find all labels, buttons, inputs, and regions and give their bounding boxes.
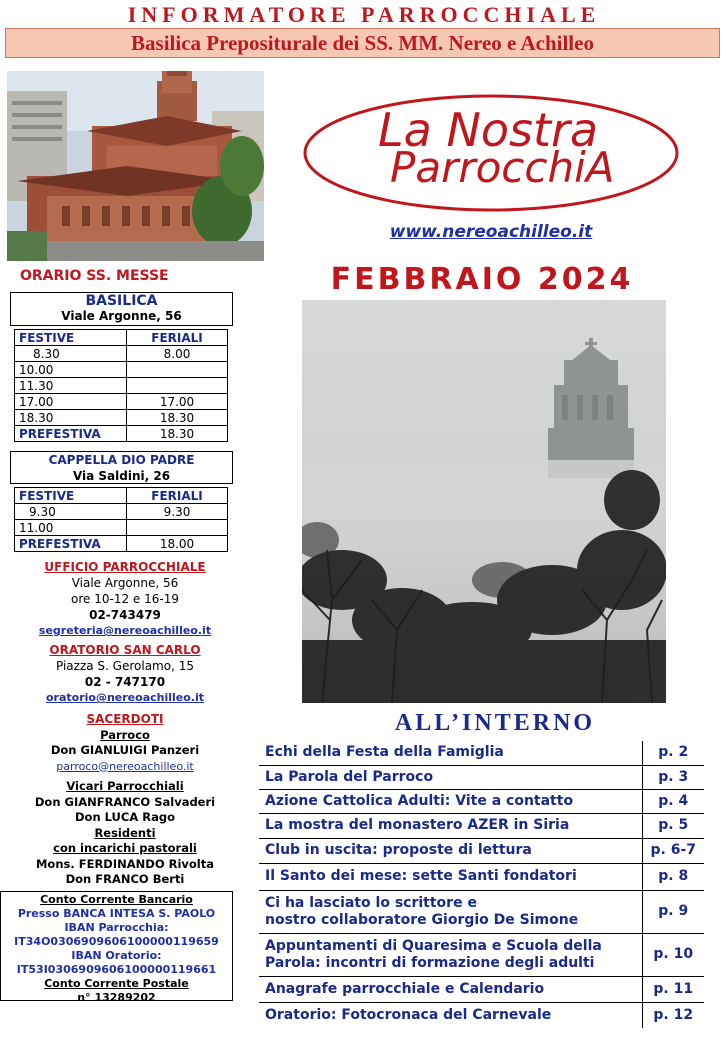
ufficio-section [0,559,250,639]
contents-item[interactable] [259,741,704,765]
contents-item-title: Azione Cattolica Adulti: Vite a contatto [259,789,642,813]
contents-item-title: Il Santo dei mese: sette Santi fondatori [259,863,642,890]
contents-item[interactable] [259,976,704,1002]
contents-item[interactable] [259,813,704,838]
iban-oratorio: IT53I0306909606100000119661 [16,963,217,976]
table-cell: 17.00 [15,394,127,410]
contents-item-page: p. 12 [642,1002,704,1028]
contents-item[interactable] [259,890,704,933]
contents-item-title: Echi della Festa della Famiglia [259,741,642,765]
contents-item-page: p. 11 [642,976,704,1002]
prefestiva-label: PREFESTIVA [15,426,127,442]
header-feriali: FERIALI [127,330,228,346]
iban-oratorio-label: IBAN Oratorio: [71,949,162,962]
table-cell: 10.00 [15,362,127,378]
table-cell: 11.00 [15,520,127,536]
table-cell [127,362,228,378]
contents-item[interactable] [259,1002,704,1028]
contents-table [259,741,704,1028]
ufficio-hours: ore 10-12 e 16-19 [71,592,179,606]
table-cell: 18.30 [127,410,228,426]
bank-info-box [0,891,233,1004]
contents-item-title: La Parola del Parroco [259,765,642,789]
postal-account-label: Conto Corrente Postale [44,977,189,990]
postal-account-number: n° 13289202 [77,991,156,1004]
logo-line2: ParrocchiA [390,143,615,192]
contents-item-page: p. 2 [642,741,704,765]
ufficio-title: UFFICIO PARROCCHIALE [44,560,206,574]
ufficio-address: Viale Argonne, 56 [71,576,179,590]
residente-name: Mons. FERDINANDO Rivolta [35,856,214,871]
ufficio-phone: 02-743479 [89,608,161,622]
la-nostra-parrocchia-logo [300,92,682,214]
contents-item-title: Oratorio: Fotocronaca del Carnevale [265,1006,552,1023]
website-link[interactable]: www.nereoachilleo.it [389,222,593,242]
oratorio-phone: 02 - 747170 [84,675,166,689]
prefestiva-label: PREFESTIVA [15,536,127,552]
prefestiva-time: 18.00 [127,536,228,552]
cappella-address: Via Saldini, 26 [72,469,171,483]
mass-schedule-title: ORARIO SS. MESSE [20,268,169,284]
sacerdoti-section [0,712,250,888]
header-feriali: FERIALI [127,488,228,504]
table-cell: 9.30 [15,504,127,520]
table-cell: 8.00 [127,346,228,362]
iban-parrocchia: IT34O0306909606100000119659 [14,935,219,948]
parish-name-banner: Basilica Prepositurale dei SS. MM. Nereo e Achilleo [5,28,720,58]
contents-item-title: Club in uscita: proposte di lettura [259,838,642,863]
ufficio-email-link[interactable]: segreteria@nereoachilleo.it [38,624,212,637]
parroco-email-link[interactable]: parroco@nereoachilleo.it [56,759,194,773]
basilica-name: BASILICA [85,293,158,309]
table-cell [127,520,228,536]
residenti-label: Residenti [94,825,156,840]
oratorio-address: Piazza S. Gerolamo, 15 [56,659,194,673]
oratorio-section [0,642,250,706]
contents-item-title: Appuntamenti di Quaresima e Scuola della [265,937,602,954]
header-festive: FESTIVE [15,488,127,504]
basilica-schedule-table [14,329,228,442]
contents-item-page: p. 8 [642,863,704,890]
residenti-sublabel: con incarichi pastorali [53,841,197,855]
contents-item-page: p. 5 [642,813,704,838]
contents-item[interactable] [259,838,704,863]
vicario-name: Don GIANFRANCO Salvaderi [34,794,216,809]
basilica-box [10,292,233,326]
contents-item-title: La mostra del monastero AZER in Siria [259,813,642,838]
vicari-label: Vicari Parrocchiali [66,779,184,793]
contents-item-page: p. 3 [642,765,704,789]
table-cell: 9.30 [127,504,228,520]
contents-item-page: p. 4 [642,789,704,813]
oratorio-email-link[interactable]: oratorio@nereoachilleo.it [45,691,205,704]
contents-item-title-line2: nostro collaboratore Giorgio De Simone [265,911,579,928]
iban-parrocchia-label: IBAN Parrocchia: [64,921,169,934]
table-cell: 18.30 [15,410,127,426]
table-cell: 17.00 [127,394,228,410]
parroco-label: Parroco [100,727,150,742]
cappella-name: CAPPELLA DIO PADRE [48,453,195,467]
table-cell [127,378,228,394]
newsletter-title: INFORMATORE PARROCCHIALE [127,2,601,27]
contents-item-title: Anagrafe parrocchiale e Calendario [259,976,642,1002]
cappella-box [10,451,233,484]
contents-item-title: Ci ha lasciato lo scrittore e [265,894,477,911]
vicario-name: Don LUCA Rago [75,810,175,824]
contents-item[interactable] [259,933,704,976]
table-cell: 8.30 [15,346,127,362]
header-festive: FESTIVE [15,330,127,346]
parroco-name: Don GIANLUIGI Panzeri [50,743,200,757]
contents-item-page: p. 9 [642,890,704,933]
basilica-photo [7,71,264,261]
contents-item[interactable] [259,863,704,890]
residente-name: Don FRANCO Berti [65,872,185,886]
foggy-basilica-photo [302,300,666,703]
contents-item-title-line2: Parola: incontri di formazione degli adulti [265,954,595,971]
issue-month: FEBBRAIO 2024 [330,262,634,297]
table-cell: 11.30 [15,378,127,394]
bank-name: Presso BANCA INTESA S. PAOLO [17,907,216,920]
contents-item[interactable] [259,789,704,813]
sacerdoti-title: SACERDOTI [86,712,164,726]
contents-item-page: p. 6-7 [642,838,704,863]
contents-item[interactable] [259,765,704,789]
contents-item-page: p. 10 [642,933,704,976]
basilica-address: Viale Argonne, 56 [61,309,182,323]
cappella-schedule-table [14,487,228,552]
logo-line1: La Nostra [378,103,599,157]
prefestiva-time: 18.30 [127,426,228,442]
bank-account-label: Conto Corrente Bancario [40,893,193,906]
contents-title: ALL’INTERNO [394,710,596,736]
oratorio-title: ORATORIO SAN CARLO [49,643,201,657]
